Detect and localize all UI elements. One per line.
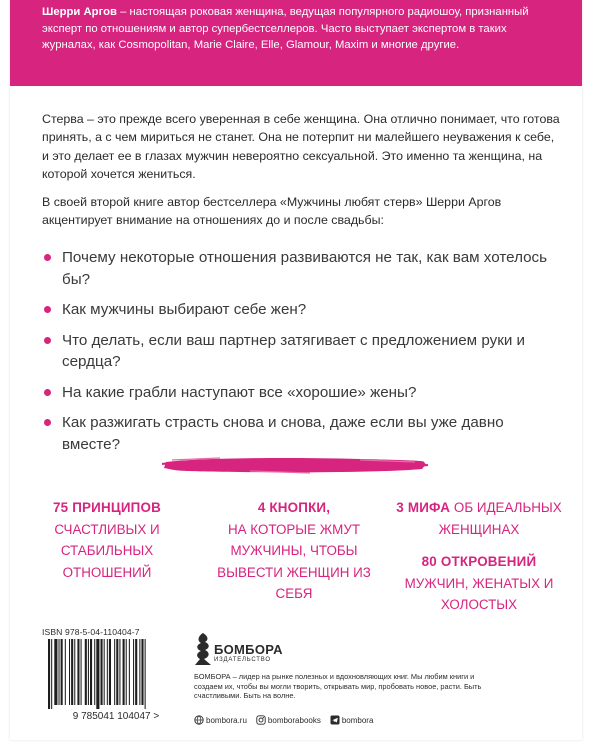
bullet-dot-icon xyxy=(44,306,51,313)
barcode-bar xyxy=(74,639,75,705)
barcode-bar xyxy=(123,639,125,705)
publisher-links xyxy=(194,715,377,725)
question-text: Что делать, если ваш партнер затягивает с предложением руки и сердца? xyxy=(62,331,526,370)
stat-principles xyxy=(32,497,182,583)
barcode-bar xyxy=(139,639,140,705)
barcode-bar xyxy=(94,639,95,705)
globe-icon xyxy=(194,715,204,725)
question-item xyxy=(42,412,562,455)
barcode-bar xyxy=(71,639,73,705)
question-item xyxy=(42,330,562,373)
bullet-dot-icon xyxy=(44,389,51,396)
barcode-bar xyxy=(88,639,89,705)
instagram-link[interactable] xyxy=(256,715,321,725)
question-text: Как мужчины выбирают себе жен? xyxy=(62,301,307,318)
social-link[interactable] xyxy=(330,715,374,725)
brush-stroke-divider xyxy=(160,452,430,478)
barcode-bar xyxy=(85,639,87,705)
barcode-bar xyxy=(65,639,66,705)
stat-principles-body: СЧАСТЛИВЫХ И СТАБИЛЬНЫХ ОТНОШЕНИЙ xyxy=(54,521,160,580)
question-text: На какие грабли наступают все «хорошие» жены? xyxy=(62,383,417,401)
bullet-dot-icon xyxy=(44,337,51,344)
publisher-subtitle: ИЗДАТЕЛЬСТВО xyxy=(214,657,271,663)
instagram-icon xyxy=(256,715,266,725)
questions-list xyxy=(42,247,562,464)
publisher-description: БОМБОРА – лидер на рынке полезных и вдохновляющих книг. Мы любим книги и создаем их, чтобы вы могли творить, открывать мир, пробовать новое, расти. Быть счастливыми. Быть на волне. xyxy=(194,672,482,701)
barcode-bar xyxy=(107,639,108,705)
intro-paragraph-2: В своей второй книге автор бестселлера «Мужчины любят стерв» Шерри Аргов акцентирует внимание на отношениях до и после свадьбы: xyxy=(42,195,502,228)
bullet-dot-icon xyxy=(44,419,51,426)
barcode-image xyxy=(42,639,190,721)
barcode-bar xyxy=(141,639,143,705)
barcode-bar xyxy=(109,639,111,705)
author-bio xyxy=(42,4,562,54)
barcode-bar xyxy=(51,639,52,709)
barcode-bar xyxy=(126,639,127,705)
isbn-label: ISBN 978-5-04-110404-7 xyxy=(42,627,140,637)
question-text: Почему некоторые отношения развиваются не так, как вам хотелось бы? xyxy=(62,249,548,288)
social-text: bombora xyxy=(341,715,374,725)
barcode-bar xyxy=(77,639,79,705)
barcode-bar xyxy=(119,639,120,705)
barcode-bar xyxy=(116,639,118,705)
barcode-bar xyxy=(54,639,57,705)
barcode-block xyxy=(42,627,190,721)
barcode-bar xyxy=(61,639,63,705)
question-item xyxy=(42,247,562,290)
barcode-bar xyxy=(133,639,134,705)
barcode-bar xyxy=(90,639,92,705)
stat-revelations xyxy=(394,551,564,616)
vk-telegram-icon xyxy=(330,715,340,725)
stat-buttons-body: НА КОТОРЫЕ ЖМУТ МУЖЧИНЫ, ЧТОБЫ ВЫВЕСТИ ЖЕНЩИН ИЗ СЕБЯ xyxy=(217,521,371,601)
stat-revelations-body: МУЖЧИН, ЖЕНАТЫХ И ХОЛОСТЫХ xyxy=(404,575,554,612)
stat-myths-body: ОБ ИДЕАЛЬНЫХ ЖЕНЩИНАХ xyxy=(438,500,562,537)
book-back-cover xyxy=(10,0,582,740)
barcode-bar xyxy=(129,639,130,705)
stat-buttons-head: 4 КНОПКИ, xyxy=(257,500,331,515)
author-bio-band xyxy=(10,0,582,86)
intro-paragraph-1: Стерва – это прежде всего уверенная в себе женщина. Она отлично понимает, что готова принять, а с чем мириться не станет. Она не потерпит ни малейшего неуважения к себе, и это делает ее в глазах мужчин невероятно сексуальной. Это именно та женщина, на которой хочется жениться. xyxy=(42,112,560,182)
stat-myths-head: 3 МИФА xyxy=(396,500,451,515)
barcode-bar xyxy=(48,639,50,709)
stat-revelations-head: 80 ОТКРОВЕНИЙ xyxy=(421,554,537,569)
stat-principles-head: 75 ПРИНЦИПОВ xyxy=(53,500,161,515)
author-bio-text: – настоящая роковая женщина, ведущая популярного радиошоу, признанный эксперт по отношениям и автор супербестселлеров. Часто выступает экспертом в таких журналах, как Cosmopolitan, Marie Claire, Elle, Glamour, Maxim и многие другие. xyxy=(42,6,529,52)
question-item xyxy=(42,299,562,321)
stat-buttons xyxy=(204,497,384,605)
question-item xyxy=(42,382,562,404)
barcode-bar xyxy=(59,639,60,705)
publisher-name: БОМБОРА xyxy=(214,642,283,657)
barcode-bar xyxy=(104,639,105,705)
barcode-bar xyxy=(69,639,70,705)
bombora-wave-logo-icon xyxy=(194,632,212,666)
barcode-bar xyxy=(145,639,146,709)
barcode-bar xyxy=(96,639,99,709)
bullet-dot-icon xyxy=(44,254,51,261)
barcode-bar xyxy=(101,639,103,705)
instagram-text: bomborabooks xyxy=(267,715,321,725)
barcode-bar xyxy=(114,639,115,705)
site-link[interactable] xyxy=(194,715,247,725)
question-text: Как разжигать страсть снова и снова, даже если вы уже давно вместе? xyxy=(62,414,504,453)
site-text: bombora.ru xyxy=(206,715,247,725)
author-name: Шерри Аргов xyxy=(42,6,117,18)
stat-myths xyxy=(394,497,564,540)
barcode-bar xyxy=(81,639,82,705)
barcode-digits: 9 785041 104047 > xyxy=(72,711,160,721)
barcode-bar xyxy=(135,639,137,705)
